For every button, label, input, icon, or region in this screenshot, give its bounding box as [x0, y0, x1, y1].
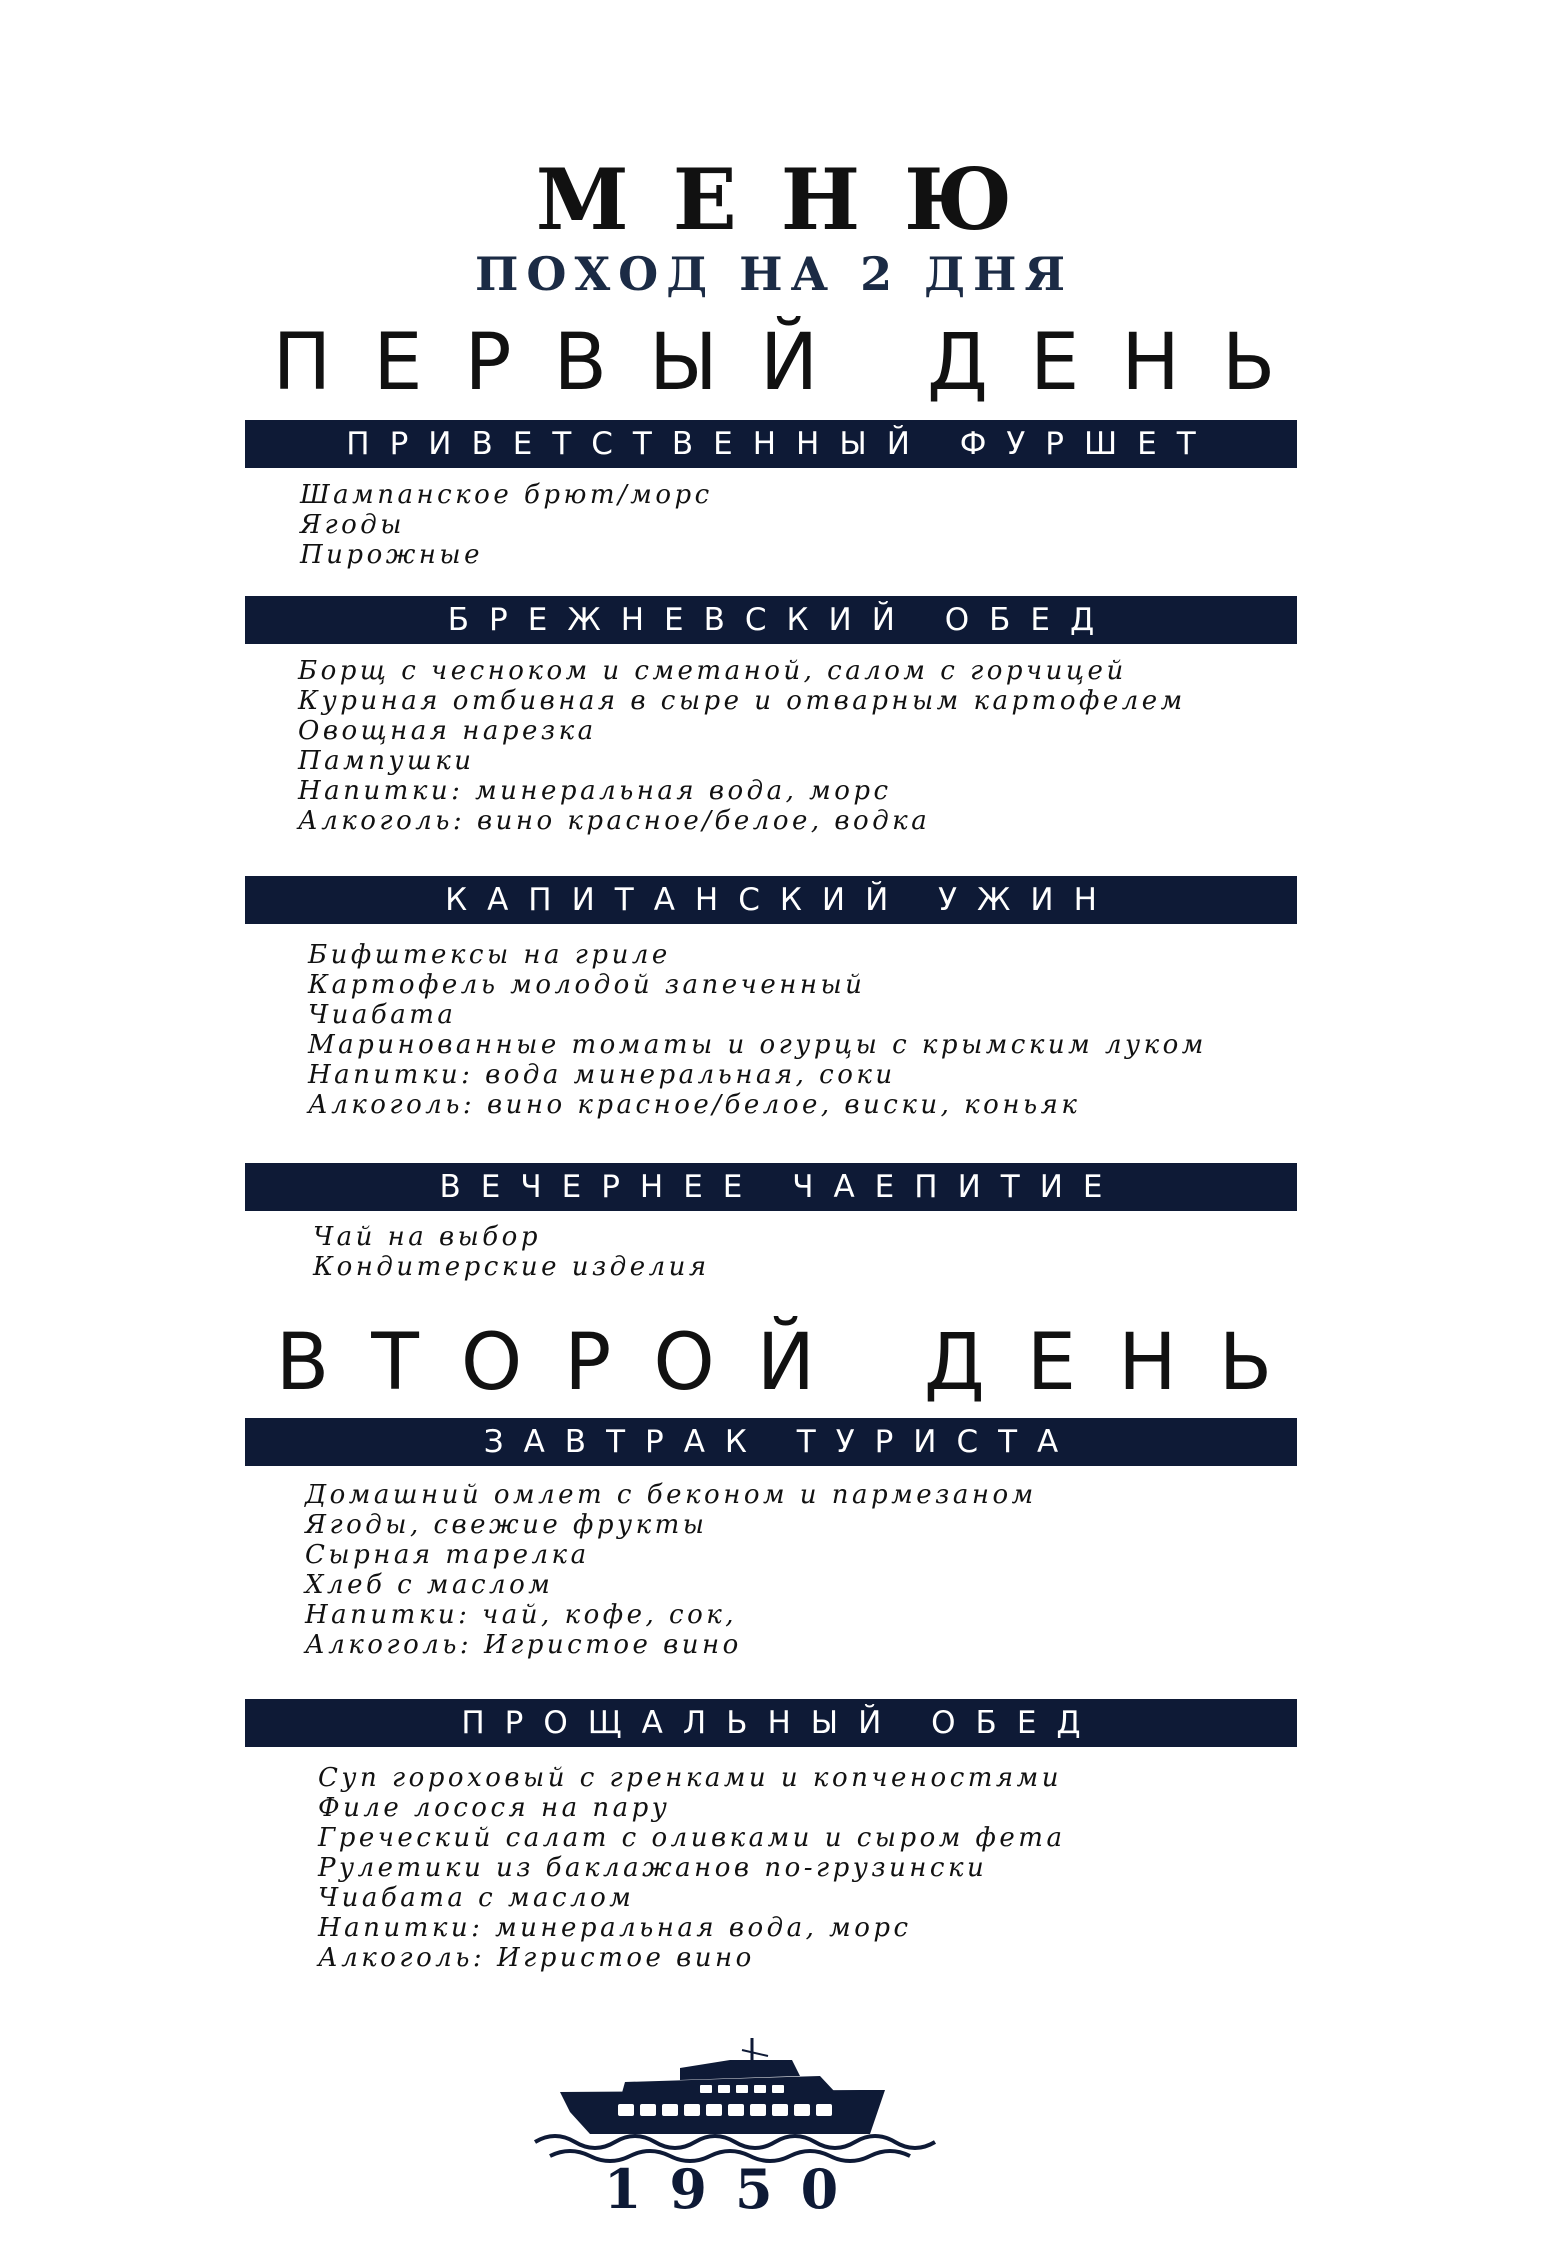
menu-item: Чиабата — [308, 1000, 457, 1030]
section-heading: КАПИТАНСКИЙ УЖИН — [245, 876, 1297, 924]
section-items — [300, 480, 713, 570]
section-heading: ЗАВТРАК ТУРИСТА — [245, 1418, 1297, 1466]
section-items — [308, 940, 1207, 1120]
menu-item: Напитки: вода минеральная, соки — [308, 1060, 896, 1090]
menu-item: Бифштексы на гриле — [308, 940, 671, 970]
menu-item: Суп гороховый с гренками и копченостями — [318, 1763, 1062, 1793]
menu-item: Алкоголь: Игристое вино — [305, 1630, 742, 1660]
section-heading: БРЕЖНЕВСКИЙ ОБЕД — [245, 596, 1297, 644]
section-items — [313, 1222, 710, 1282]
menu-item: Сырная тарелка — [305, 1540, 590, 1570]
menu-item: Картофель молодой запеченный — [308, 970, 866, 1000]
menu-item: Пирожные — [300, 540, 483, 570]
menu-item: Чай на выбор — [313, 1222, 541, 1252]
section-items — [298, 656, 1186, 836]
menu-item: Овощная нарезка — [298, 716, 597, 746]
menu-item: Шампанское брют/морс — [300, 480, 713, 510]
menu-item: Чиабата с маслом — [318, 1883, 635, 1913]
menu-title: МЕНЮ — [535, 150, 1057, 249]
menu-item: Напитки: чай, кофе, сок, — [305, 1600, 738, 1630]
menu-item: Борщ с чесноком и сметаной, салом с горчицей — [298, 656, 1127, 686]
menu-item: Ягоды, свежие фрукты — [305, 1510, 708, 1540]
menu-item: Алкоголь: вино красное/белое, водка — [298, 806, 931, 836]
menu-item: Напитки: минеральная вода, морс — [298, 776, 892, 806]
day-1-title: ПЕРВЫЙ ДЕНЬ — [272, 318, 1318, 408]
menu-item: Напитки: минеральная вода, морс — [318, 1913, 912, 1943]
section-heading: ПРОЩАЛЬНЫЙ ОБЕД — [245, 1699, 1297, 1747]
menu-item: Пампушки — [298, 746, 475, 776]
ship-icon — [560, 2038, 885, 2134]
day-2-title: ВТОРОЙ ДЕНЬ — [275, 1318, 1315, 1408]
menu-item: Алкоголь: Игристое вино — [318, 1943, 755, 1973]
menu-item: Маринованные томаты и огурцы с крымским луком — [308, 1030, 1207, 1060]
menu-item: Рулетики из баклажанов по-грузински — [318, 1853, 988, 1883]
menu-item: Хлеб с маслом — [305, 1570, 554, 1600]
menu-item: Филе лосося на пару — [318, 1793, 671, 1823]
menu-subtitle: ПОХОД НА 2 ДНЯ — [474, 247, 1074, 301]
menu-item: Греческий салат с оливками и сыром фета — [318, 1823, 1066, 1853]
section-heading: ВЕЧЕРНЕЕ ЧАЕПИТИЕ — [245, 1163, 1297, 1211]
logo-year: 1950 — [603, 2157, 867, 2220]
section-heading: ПРИВЕТСТВЕННЫЙ ФУРШЕТ — [245, 420, 1297, 468]
section-items — [318, 1763, 1065, 1973]
menu-item: Алкоголь: вино красное/белое, виски, коньяк — [308, 1090, 1081, 1120]
menu-item: Кондитерские изделия — [313, 1252, 710, 1282]
section-items — [305, 1480, 1037, 1660]
menu-item: Куриная отбивная в сыре и отварным картофелем — [298, 686, 1186, 716]
menu-item: Ягоды — [300, 510, 405, 540]
ship-logo — [530, 2030, 940, 2220]
menu-item: Домашний омлет с беконом и пармезаном — [305, 1480, 1037, 1510]
